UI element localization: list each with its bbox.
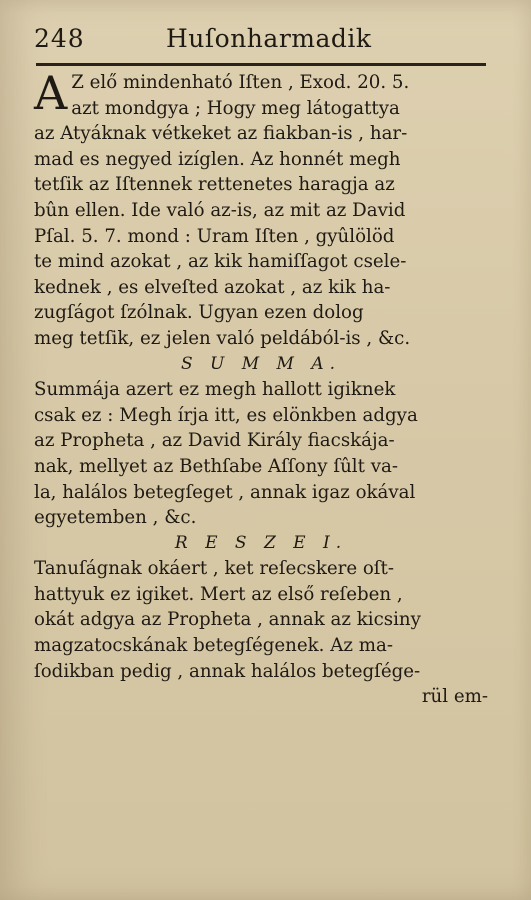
text-line: bûn ellen. Ide való az-is, az mit az David — [34, 199, 406, 221]
text-line: okát adgya az Propheta , annak az kicsiny — [34, 609, 421, 631]
header-rule — [36, 63, 486, 66]
text-line: te mind azokat , az kik hamiſſagot csele- — [34, 251, 407, 273]
drop-cap: A — [34, 66, 68, 120]
text-line: nak, mellyet az Bethſabe Aſſony ſûlt va- — [34, 455, 398, 477]
reszei-heading: R E S Z E I. — [174, 532, 348, 553]
text-line: tetſik az Iſtennek rettenetes haragja az — [34, 174, 395, 196]
catchword: rül em- — [421, 686, 488, 708]
text-line: mad es negyed izíglen. Az honnét megh — [34, 148, 401, 170]
text-line: egyetemben , &c. — [34, 507, 197, 529]
running-title: Huſonharmadik — [166, 24, 372, 53]
text-line: Summája azert ez megh hallott igiknek — [34, 379, 396, 401]
reszei-paragraph — [34, 556, 488, 710]
text-line: csak ez : Megh írja itt, es elönkben adgya — [34, 404, 418, 426]
text-line: kednek , es elveſted azokat , az kik ha- — [34, 276, 391, 298]
summa-heading: S U M M A. — [180, 353, 342, 374]
text-line: hattyuk ez igiket. Mert az első reſeben , — [34, 583, 403, 605]
text-line: Tanuſágnak okáert , ket reſecskere oſt- — [34, 558, 394, 580]
summa-paragraph — [34, 377, 488, 531]
text-line: zugſágot ſzólnak. Ugyan ezen dolog — [34, 302, 364, 324]
text-line: ſodikban pedig , annak halálos betegſége- — [34, 660, 421, 682]
text-line: Z elő mindenható Iſten , Exod. 20. 5. — [71, 72, 410, 93]
text-line: la, halálos betegſeget , annak igaz okával — [34, 481, 416, 503]
page-number: 248 — [34, 24, 85, 53]
intro-paragraph — [34, 66, 488, 352]
text-line: az Propheta , az David Király fiacskája- — [34, 430, 395, 452]
text-line: az Atyáknak vétkeket az fiakban-is , har- — [34, 123, 408, 145]
text-line: magzatocskának betegſégenek. Az ma- — [34, 635, 393, 657]
text-line: azt mondgya ; Hogy meg látogattya — [71, 97, 400, 119]
page-header — [34, 22, 504, 62]
text-line: meg tetſik, ez jelen való peldából-is , &c. — [34, 327, 411, 349]
text-line: Pſal. 5. 7. mond : Uram Iſten , gyûlölöd — [34, 225, 395, 247]
page-body — [34, 66, 488, 710]
